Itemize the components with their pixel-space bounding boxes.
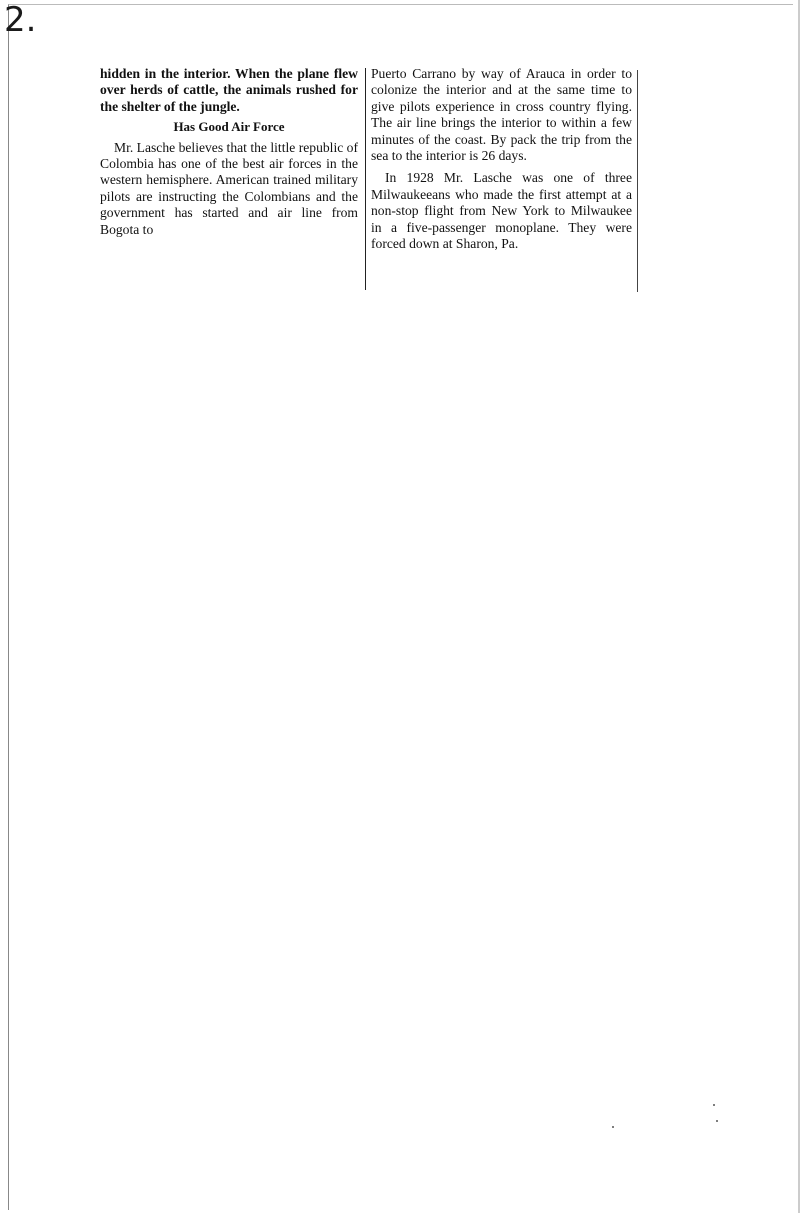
paragraph: In 1928 Mr. Lasche was one of three Milwaukeeans who made the first attempt at a non-stop flight from New York to Milwaukee in a five-passenger monoplane. They were forced down at Sharon, Pa.: [371, 170, 632, 252]
scan-speck: [716, 1120, 718, 1122]
article-column-right: [371, 66, 632, 252]
paragraph: hidden in the interior. When the plane flew over herds of cattle, the animals rushed for the shelter of the jungle.: [100, 66, 358, 114]
subheading: Has Good Air Force: [173, 119, 285, 135]
scan-speck: [612, 1126, 614, 1128]
paragraph: Mr. Lasche believes that the little republic of Colombia has one of the best air forces in the western hemisphere. American trained military pilots are instructing the Colombians and the government has started and air line from Bogota to: [100, 139, 358, 237]
paragraph: Puerto Carrano by way of Arauca in order to colonize the interior and at the same time to give pilots experience in cross country flying. The air line brings the interior to within a few minutes of the coast. By pack the trip from the sea to the interior is 26 days.: [371, 66, 632, 164]
page-number: 2.: [4, 0, 37, 40]
column-divider: [637, 70, 638, 292]
article-column-left: [100, 66, 358, 238]
scan-speck: [713, 1104, 715, 1106]
column-divider: [365, 68, 366, 290]
